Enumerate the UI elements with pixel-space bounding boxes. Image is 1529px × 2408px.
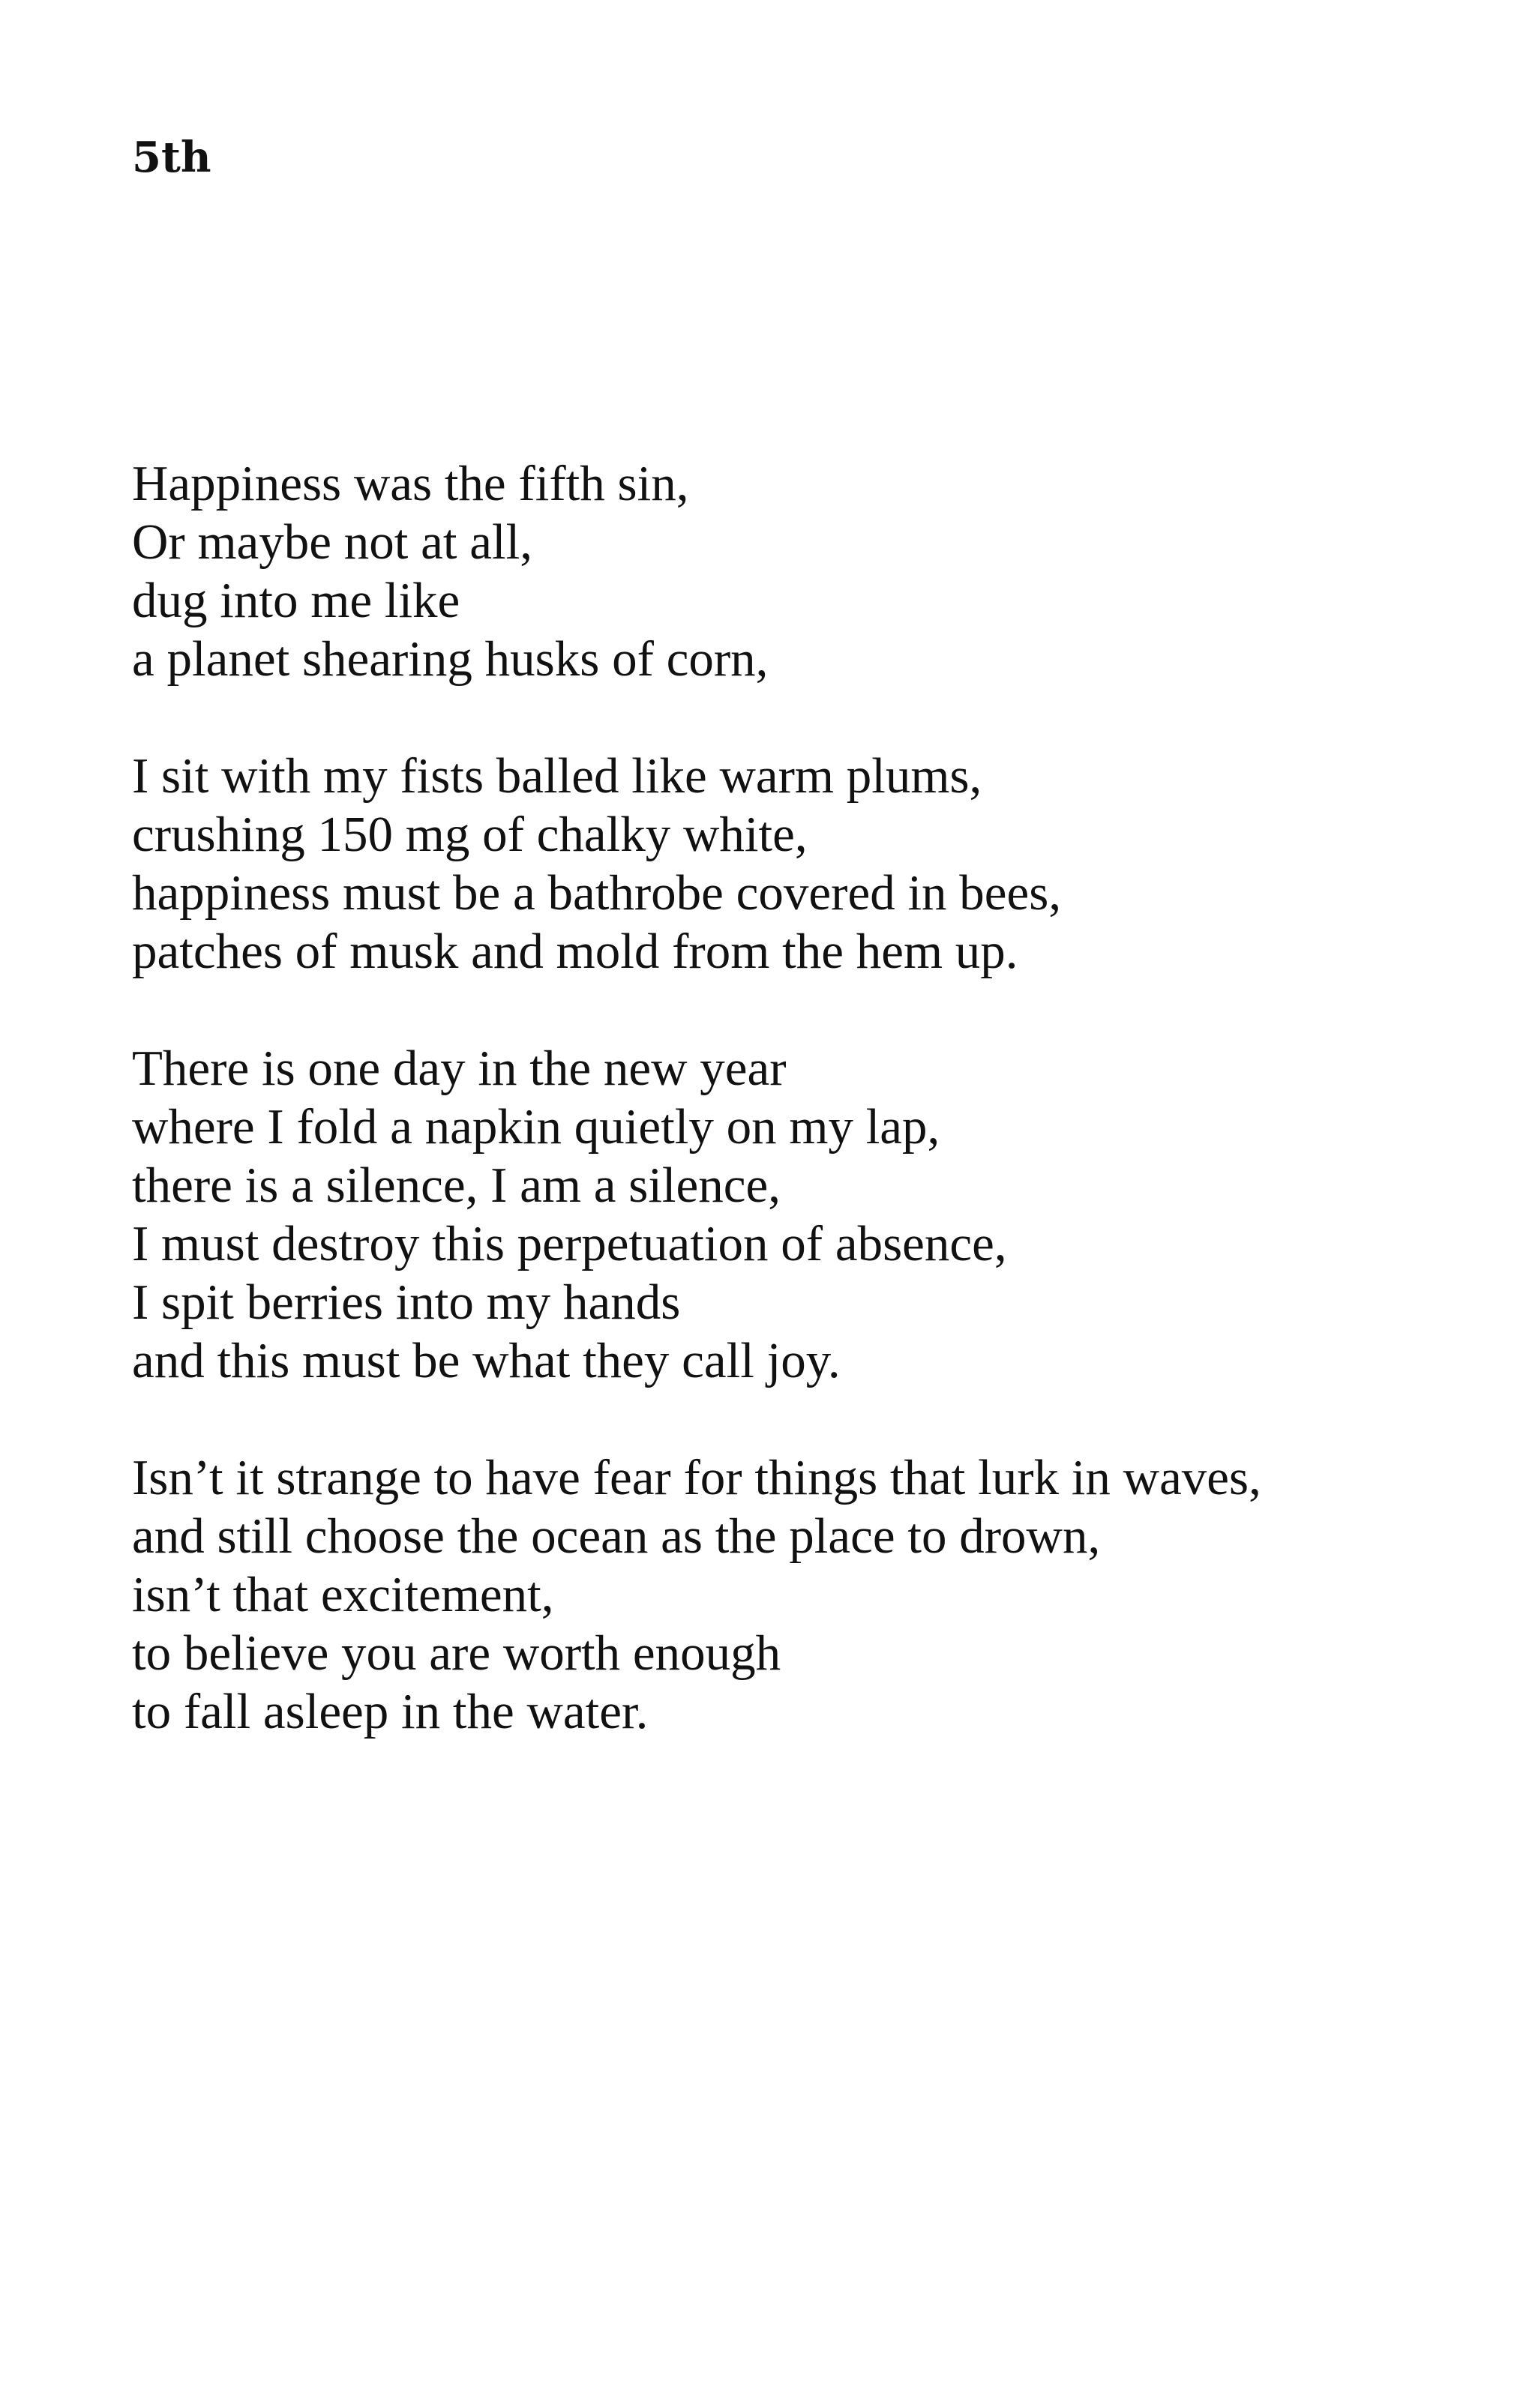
poem-line: a planet shearing husks of corn, — [132, 631, 769, 687]
poem-line: there is a silence, I am a silence, — [132, 1158, 781, 1213]
poem-body — [132, 454, 1497, 1799]
stanza-3 — [132, 1039, 1497, 1390]
poem-line: crushing 150 mg of chalky white, — [132, 807, 808, 862]
poem-line: patches of musk and mold from the hem up. — [132, 924, 1018, 979]
poem-line: dug into me like — [132, 573, 460, 628]
poem-line: I spit berries into my hands — [132, 1274, 681, 1330]
poem-line: where I fold a napkin quietly on my lap, — [132, 1099, 940, 1155]
poem-line: Happiness was the fifth sin, — [132, 456, 689, 511]
stanza-4 — [132, 1448, 1497, 1741]
poem-line: and this must be what they call joy. — [132, 1333, 841, 1388]
poem-line: I must destroy this perpetuation of absence, — [132, 1216, 1007, 1271]
poem-line: Or maybe not at all, — [132, 514, 532, 570]
poem-line: and still choose the ocean as the place to drown, — [132, 1508, 1101, 1564]
poem-line: I sit with my fists balled like warm plums, — [132, 748, 982, 804]
poem-line: isn’t that excitement, — [132, 1567, 554, 1622]
poem-line: happiness must be a bathrobe covered in bees, — [132, 865, 1062, 921]
poem-title: 5th — [132, 133, 211, 182]
stanza-2 — [132, 747, 1497, 981]
poem-line: to fall asleep in the water. — [132, 1684, 649, 1739]
poem-line: There is one day in the new year — [132, 1041, 787, 1096]
poem-line: to believe you are worth enough — [132, 1625, 781, 1681]
stanza-1 — [132, 454, 1497, 688]
poem-line: Isn’t it strange to have fear for things that lurk in waves, — [132, 1450, 1261, 1505]
